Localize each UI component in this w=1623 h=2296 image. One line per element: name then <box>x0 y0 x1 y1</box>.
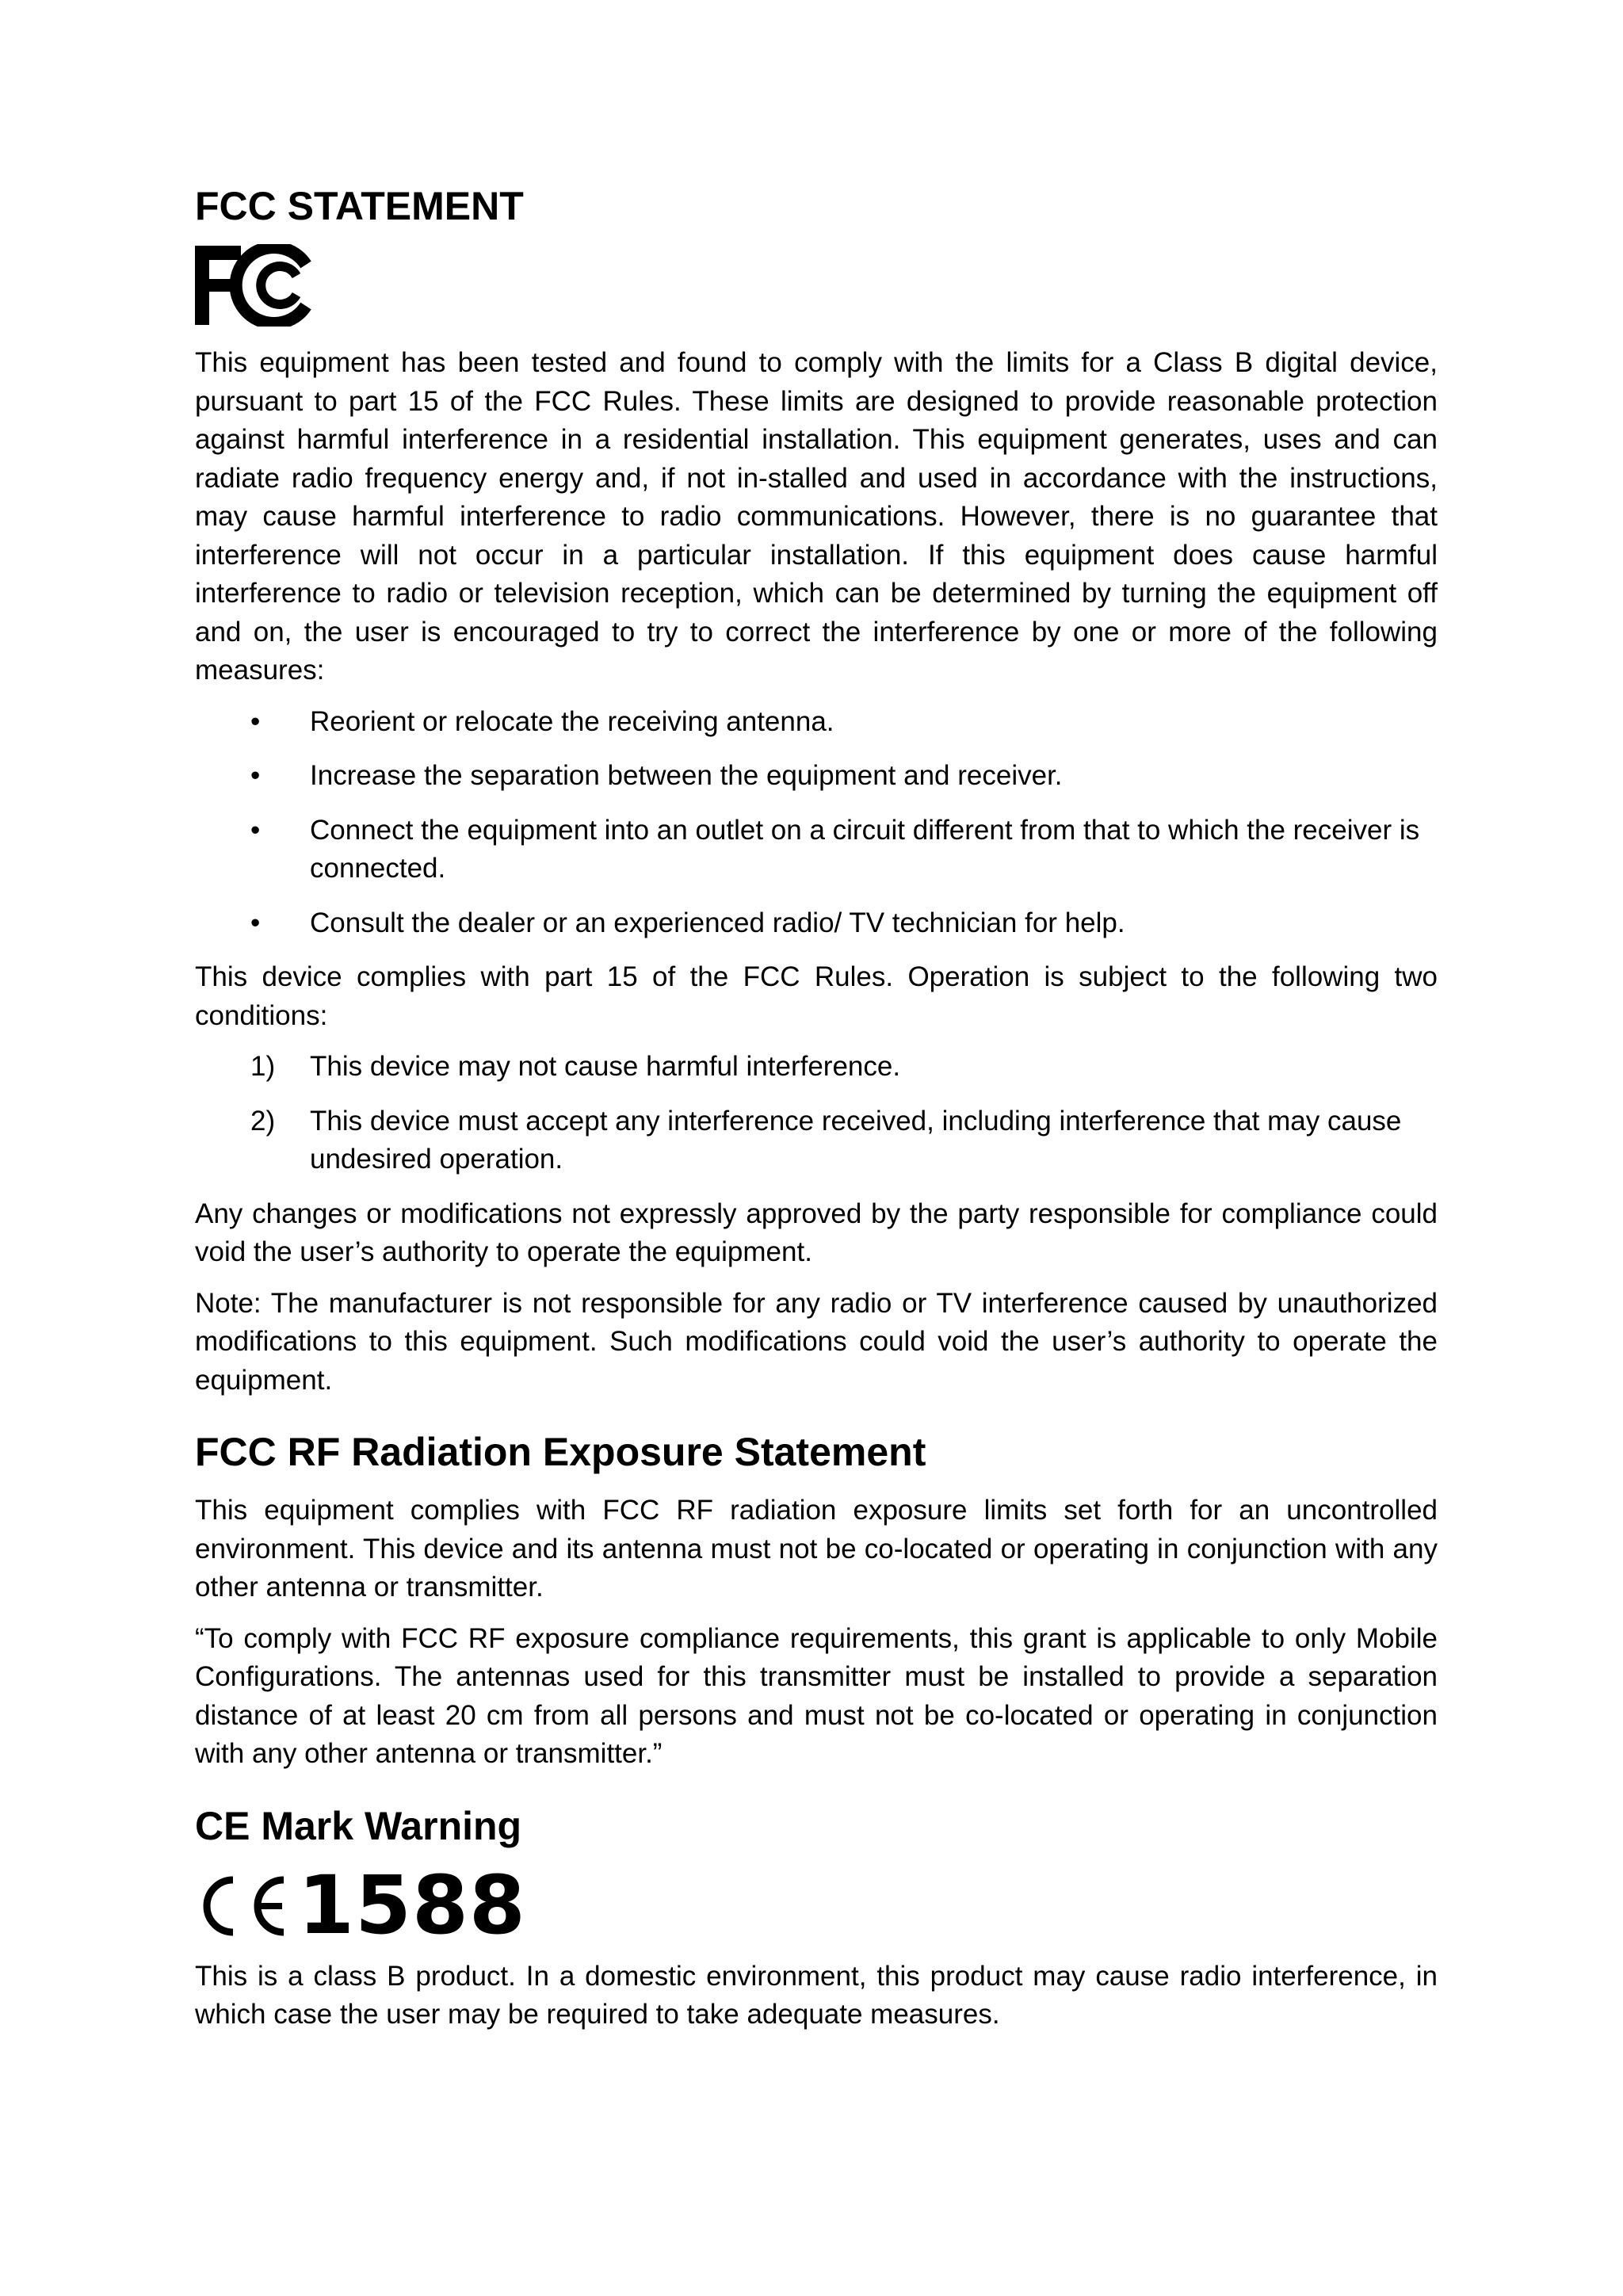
condition-number: 1) <box>250 1051 276 1082</box>
ce-mark-icon <box>195 1872 290 1940</box>
list-item <box>195 1102 1438 1179</box>
rf-paragraph-1: This equipment complies with FCC RF radiation exposure limits set forth for an uncontrolled environment. This device and its antenna must not be co-located or operating in conjunction with any other antenna or transmitter. <box>195 1495 1438 1603</box>
measure-text: Increase the separation between the equipment and receiver. <box>310 760 1063 791</box>
measure-text: Consult the dealer or an experienced radio/ TV technician for help. <box>310 907 1125 938</box>
fcc-statement-heading: FCC STATEMENT <box>195 184 524 228</box>
measure-text: Connect the equipment into an outlet on a circuit different from that to which the receiver is connected. <box>310 814 1420 884</box>
ce-notified-body-number: 1588 <box>298 1858 526 1953</box>
list-item <box>195 757 1438 796</box>
conditions-list <box>195 1048 1438 1179</box>
fcc-logo <box>195 244 314 327</box>
document-page <box>195 182 1438 2047</box>
fcc-compliance-paragraph: This device complies with part 15 of the FCC Rules. Operation is subject to the following two conditions: <box>195 961 1438 1031</box>
ce-mark <box>195 1858 1438 1953</box>
fcc-intro-paragraph: This equipment has been tested and found to comply with the limits for a Class B digital device, pursuant to part 15 of the FCC Rules. These limits are designed to provide reasonable protection against harmful interference in a residential installation. This equipment generates, uses and can radiate radio frequency energy and, if not in-stalled and used in accordance with the instructions, may cause harmful interference to radio communications. However, there is no guarantee that interference will not occur in a particular installation. If this equipment does cause harmful interference to radio or television reception, which can be determined by turning the equipment off and on, the user is encouraged to try to correct the interference by one or more of the following measures: <box>195 347 1438 686</box>
measure-text: Reorient or relocate the receiving antenna. <box>310 705 834 737</box>
bullet-marker: • <box>250 907 261 938</box>
ce-paragraph: This is a class B product. In a domestic environment, this product may cause radio interference, in which case the user may be required to take adequate measures. <box>195 1960 1438 2030</box>
condition-text: This device must accept any interference received, including interference that may cause undesired operation. <box>310 1105 1402 1175</box>
rf-exposure-heading: FCC RF Radiation Exposure Statement <box>195 1430 926 1474</box>
ce-mark-heading: CE Mark Warning <box>195 1803 522 1848</box>
bullet-marker: • <box>250 814 261 846</box>
fcc-note-paragraph: Note: The manufacturer is not responsible for any radio or TV interference caused by unauthorized modifications to this equipment. Such modifications could void the user’s authority to operate the equipment. <box>195 1287 1438 1396</box>
bullet-marker: • <box>250 760 261 791</box>
list-item <box>195 1048 1438 1087</box>
fcc-changes-paragraph: Any changes or modifications not expressly approved by the party responsible for compliance could void the user’s authority to operate the equipment. <box>195 1198 1438 1267</box>
list-item <box>195 812 1438 888</box>
bullet-marker: • <box>250 705 261 737</box>
list-item <box>195 904 1438 943</box>
condition-text: This device may not cause harmful interference. <box>310 1051 901 1082</box>
rf-paragraph-2: “To comply with FCC RF exposure compliance requirements, this grant is applicable to only Mobile Configurations. The antennas used for this transmitter must be installed to provide a separation distance of at least 20 cm from all persons and must not be co-located or operating in conjunction with any other antenna or transmitter.” <box>195 1622 1438 1769</box>
condition-number: 2) <box>250 1105 276 1137</box>
list-item <box>195 703 1438 742</box>
measures-list <box>195 703 1438 943</box>
